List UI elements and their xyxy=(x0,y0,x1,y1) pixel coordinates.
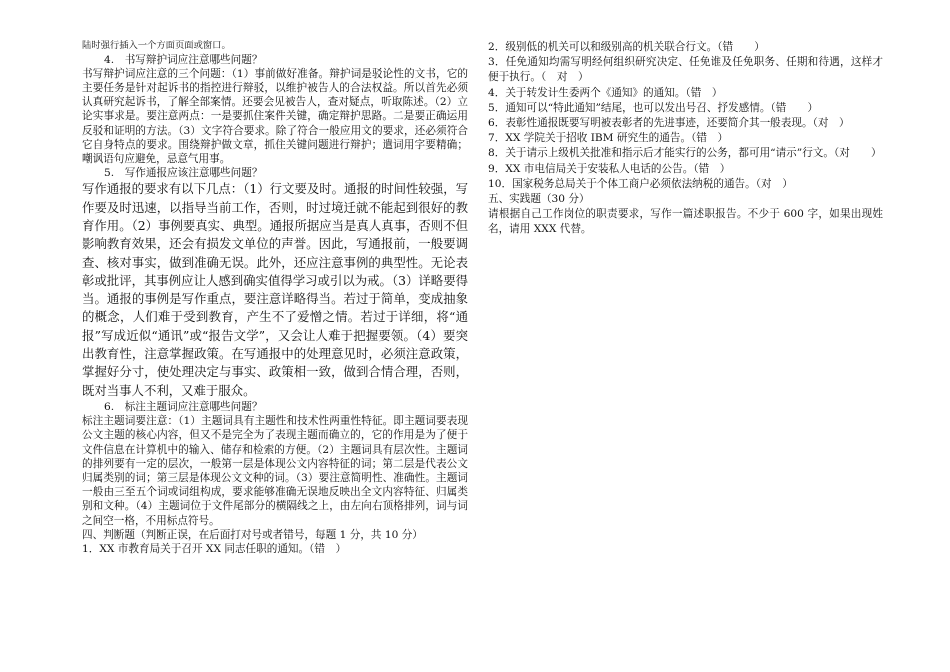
judgment-item-5: 5．通知可以“特此通知”结尾，也可以发出号召、抒发感情。（错 ） xyxy=(488,101,819,114)
judgment-item-8: 8．关于请示上级机关批准和指示后才能实行的公务，都可用“请示”行文。（对 ） xyxy=(488,147,882,160)
answer-5-text: 写作通报的要求有以下几点：（1）行文要及时。通报的时间性较强，写作要及时迅速，以指导当前工作，否则，时过境迁就不能起到很好的教育作用。（2）事例要真实、典型。通报所据应当是真人真事，否则不但影响教育效果，还会有损发文单位的声誉。因此，写通报前，一般要调查、核对事实，做到准确无误。此外，还应注意事例的典型性。无论表彰或批评，其事例应让人感到确实值得学习或引以为戒。（3）详略要得当。通报的事例是写作重点，要注意详略得当。若过于简单，变成抽象的概念，人们难于受到教育，产生不了爱憎之情。若过于详细，将“通报”写成近似“通讯”或“报告文学”，又会让人难于把握要领。（4）要突出教育性，注意掌握政策。在写通报中的处理意见时，必须注意政策，掌握好分寸，使处理决定与事实、政策相一致，做到合情合理，否则，既对当事人不利，又难于服众。 xyxy=(82,181,468,398)
left-column xyxy=(82,40,468,556)
judgment-item-6: 6．表彰性通报既要写明被表彰者的先进事迹，还要简介其一般表现。（对 ） xyxy=(488,117,850,130)
judgment-item-3: 3．任免通知均需写明经何组织研究决定、任免谁及任免职务、任期和待遇，这样才便于执行。（ 对 ） xyxy=(488,56,883,84)
judgment-item-1: 1．XX 市教育局关于召开 XX 同志任职的通知。（错 ） xyxy=(82,542,347,555)
practice-task-text: 请根据自己工作岗位的职责要求，写作一篇述职报告。不少于 600 字，如果出现姓名，请用 XXX 代替。 xyxy=(488,208,883,236)
answer-6-text: 标注主题词要注意：（1）主题词具有主题性和技术性两重性特征。即主题词要表现公文主题的核心内容，但又不是完全为了表现主题而确立的，它的作用是为了便于文件信息在计算机中的输入、储存和检索的方便。（2）主题词具有层次性。主题词的排列要有一定的层次，一般第一层是体现公文内容特征的词；第二层是代表公文归属类别的词；第三层是体现公文文种的词。（3）要注意简明性、准确性。主题词一般由三至五个词或词组构成，要求能够准确无误地反映出全文内容特征、归属类别和文种。（4）主题词位于文件尾部分的横隔线之上，由左向右顶格排列，词与词之间空一格，不用标点符号。 xyxy=(82,415,468,527)
judgment-item-7: 7．XX 学院关于招收 IBM 研究生的通告。（错 ） xyxy=(488,132,729,145)
continuation-text: 陆时强行插入一个方面页面或窗口。 xyxy=(82,40,231,51)
question-6-heading: 6. 标注主题词应注意哪些问题？ xyxy=(104,400,263,413)
judgment-item-2: 2．级别低的机关可以和级别高的机关联合行文。（错 ） xyxy=(488,41,765,53)
judgment-item-10: 10．国家税务总局关于个体工商户必须依法纳税的通告。（对 ） xyxy=(488,177,793,190)
answer-4-text: 书写辩护词应注意的三个问题：（1）事前做好准备。辩护词是驳论性的文书，它的主要任务是针对起诉书的指控进行辩驳，以维护被告人的合法权益。所以首先必须认真研究起诉书，了解全部案情。还要会见被告人，查对疑点，听取陈述。（2）立论实事求是。要注意两点：一是要抓住案件关键，确定辩护思路。二是要正确运用反驳和证明的方法。（3）文字符合要求。除了符合一般应用文的要求，还必须符合它自身特点的要求。围绕辩护做文章，抓住关键问题进行辩护；遣词用字要精确；嘲讽语句应避免，忌意气用事。 xyxy=(82,67,468,165)
question-4-heading: 4. 书写辩护词应注意哪些问题？ xyxy=(104,53,263,66)
section-5-heading: 五、实践题（30 分） xyxy=(488,193,590,206)
right-column xyxy=(488,40,883,238)
question-5-heading: 5. 写作通报应该注意哪些问题？ xyxy=(104,167,263,180)
judgment-item-4: 4．关于转发计生委两个《通知》的通知。（错 ） xyxy=(488,86,723,99)
section-4-heading: 四、判断题（判断正误，在后面打对号或者错号，每题 1 分，共 10 分） xyxy=(82,528,423,541)
judgment-item-9: 9．XX 市电信局关于安装私人电话的公告。（错 ） xyxy=(488,162,731,175)
